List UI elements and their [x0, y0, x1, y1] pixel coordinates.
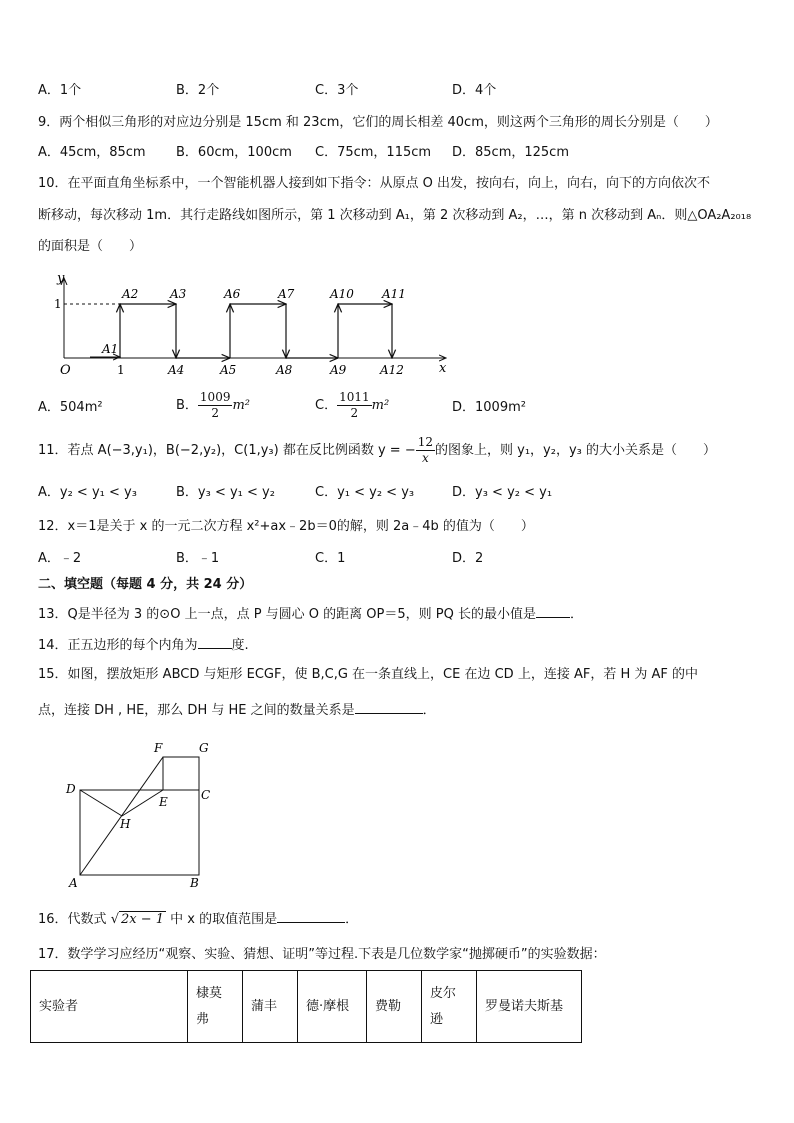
q15-rect-abcd	[80, 790, 199, 875]
q10-line2: 断移动，每次移动 1m．其行走路线如图所示，第 1 次移动到 A₁，第 2 次移动到 A₂，…，第 n 次移动到 Aₙ．则△OA₂A₂₀₁₈	[38, 208, 752, 223]
q10-option-b-prefix: B．	[176, 398, 198, 413]
q11-option-c: C．y₁ < y₂ < y₃	[315, 485, 415, 500]
table-cell: 德·摩根	[298, 971, 367, 1043]
q14-text-main: 14．正五边形的每个内角为	[38, 638, 198, 653]
q11-frac-num: 12	[417, 435, 433, 449]
q11-text	[38, 432, 716, 472]
q16-radical-sign: √	[110, 912, 119, 927]
q10-label-a12: A12	[380, 363, 404, 377]
q10-label-a5: A5	[220, 363, 237, 377]
q16-radicand: 2x − 1	[120, 912, 165, 927]
q17-text: 17．数学学习应经历“观察、实验、猜想、证明”等过程.下表是几位数学家“抛掷硬币”的实验数据：	[38, 947, 606, 962]
q13-text	[38, 603, 583, 625]
q10-label-a2: A2	[122, 287, 139, 301]
q9-text: 9．两个相似三角形的对应边分别是 15cm 和 23cm，它们的周长相差 40cm，则这两个三角形的周长分别是（ ）	[38, 115, 718, 130]
q10-label-a9: A9	[330, 363, 347, 377]
table-cell: 皮尔逊	[422, 971, 477, 1043]
q12-option-d: D．2	[452, 551, 484, 566]
q10-option-c-den: 2	[350, 406, 359, 420]
q11-options	[38, 483, 758, 503]
q15-label-f: F	[154, 741, 163, 755]
q11-text-b: 的图象上，则 y₁，y₂，y₃ 的大小关系是（ ）	[435, 443, 716, 458]
q15-line2	[38, 699, 436, 721]
q15-answer-blank	[355, 699, 423, 714]
q15-segment-he	[122, 790, 163, 816]
q8-option-d: D．4个	[452, 83, 497, 98]
q10-label-a4: A4	[168, 363, 185, 377]
q15-label-d: D	[66, 782, 76, 796]
q16-text	[38, 908, 358, 930]
q10-option-b-den: 2	[211, 406, 220, 420]
section-heading: 二、填空题（每题 4 分，共 24 分）	[38, 577, 253, 592]
q16-answer-blank	[277, 908, 345, 923]
q15-label-h: H	[120, 817, 131, 831]
q11-option-b: B．y₃ < y₁ < y₂	[176, 485, 275, 500]
q8-option-b: B．2个	[176, 83, 220, 98]
q12-option-c: C．1	[315, 551, 346, 566]
q15-segment-dh	[80, 790, 122, 816]
q10-origin-label: O	[60, 363, 71, 378]
table-cell: 费勒	[367, 971, 422, 1043]
q10-option-c-fraction	[337, 390, 372, 421]
q10-label-a8: A8	[276, 363, 293, 377]
q9-option-a: A．45cm，85cm	[38, 145, 146, 160]
q10-label-a11: A11	[382, 287, 406, 301]
q15-line2-main: 点，连接 DH , HE，那么 DH 与 HE 之间的数量关系是	[38, 703, 355, 718]
q10-label-a10: A10	[330, 287, 354, 301]
table-header-cell: 实验者	[31, 971, 188, 1043]
q15-line1: 15．如图，摆放矩形 ABCD 与矩形 ECGF，使 B,C,G 在一条直线上，CE 在边 CD 上，连接 AF，若 H 为 AF 的中	[38, 667, 699, 682]
q15-rect-ecgf	[163, 757, 199, 790]
q10-line1: 10．在平面直角坐标系中，一个智能机器人接到如下指令：从原点 O 出发，按向右，向上，向右，向下的方向依次不	[38, 176, 711, 191]
q8-option-c: C．3个	[315, 83, 359, 98]
q11-fraction	[416, 435, 435, 466]
q10-figure	[50, 270, 460, 380]
q12-option-b: B．﹣1	[176, 551, 220, 566]
q15-figure	[60, 735, 220, 890]
q10-option-c-prefix: C．	[315, 398, 338, 413]
q10-line3: 的面积是（ ）	[38, 239, 143, 254]
q9-option-c: C．75cm，115cm	[315, 145, 432, 160]
q16-end: ．	[345, 912, 359, 927]
q16-prefix: 16．代数式	[38, 912, 111, 927]
q11-option-a: A．y₂ < y₁ < y₃	[38, 485, 137, 500]
q11-option-d: D．y₃ < y₂ < y₁	[452, 485, 553, 500]
q8-option-a: A．1个	[38, 83, 82, 98]
q10-y-label: y	[57, 271, 65, 286]
q12-options	[38, 549, 758, 569]
q11-text-a: 11．若点 A(−3,y₁)，B(−2,y₂)，C(1,y₃) 都在反比例函数 y = −	[38, 443, 416, 458]
q9-option-d: D．85cm，125cm	[452, 145, 569, 160]
q13-text-main: 13．Q是半径为 3 的⊙O 上一点，点 P 与圆心 O 的距离 OP＝5，则 PQ 长的最小值是	[38, 607, 536, 622]
q10-label-a3: A3	[170, 287, 187, 301]
q15-label-g: G	[199, 741, 209, 755]
q10-option-b	[176, 390, 250, 421]
q15-label-b: B	[190, 876, 199, 890]
q10-option-c	[315, 390, 389, 421]
q15-line2-end: ．	[422, 703, 436, 718]
q8-options	[38, 81, 758, 101]
q10-options	[38, 390, 758, 432]
experiment-table	[30, 970, 582, 1043]
table-cell: 棣莫弗	[188, 971, 243, 1043]
q14-answer-blank	[198, 634, 232, 649]
q12-text: 12．x＝1是关于 x 的一元二次方程 x²+ax﹣2b＝0的解，则 2a﹣4b 的值为（ ）	[38, 519, 534, 534]
q16-suffix: 中 x 的取值范围是	[166, 912, 278, 927]
q10-x-label: x	[439, 361, 447, 376]
q12-option-a: A．﹣2	[38, 551, 82, 566]
q10-option-b-unit: m²	[232, 398, 251, 413]
q13-answer-blank	[536, 603, 570, 618]
table-cell: 蒲丰	[243, 971, 298, 1043]
q9-options	[38, 143, 758, 163]
q15-label-c: C	[201, 788, 211, 802]
q10-one-y-label: 1	[54, 297, 62, 311]
q9-option-b: B．60cm，100cm	[176, 145, 292, 160]
q10-option-d: D．1009m²	[452, 400, 526, 415]
q15-label-e: E	[159, 795, 168, 809]
q10-option-c-unit: m²	[371, 398, 390, 413]
q10-label-a6: A6	[224, 287, 241, 301]
q10-option-c-num: 1011	[339, 390, 370, 404]
q14-text-end: 度.	[231, 638, 249, 653]
table-cell: 罗曼诺夫斯基	[477, 971, 582, 1043]
q10-label-a7: A7	[278, 287, 295, 301]
q10-option-b-num: 1009	[199, 390, 231, 404]
q10-label-a1: A1	[102, 342, 119, 356]
q13-text-end: ．	[569, 607, 583, 622]
q10-option-a: A．504m²	[38, 400, 103, 415]
table-row	[31, 971, 582, 1043]
q11-frac-den: x	[421, 451, 429, 465]
q14-text	[38, 634, 249, 656]
q10-option-b-fraction	[198, 390, 233, 421]
q10-one-x-label: 1	[117, 363, 125, 377]
q15-label-a: A	[69, 876, 78, 890]
